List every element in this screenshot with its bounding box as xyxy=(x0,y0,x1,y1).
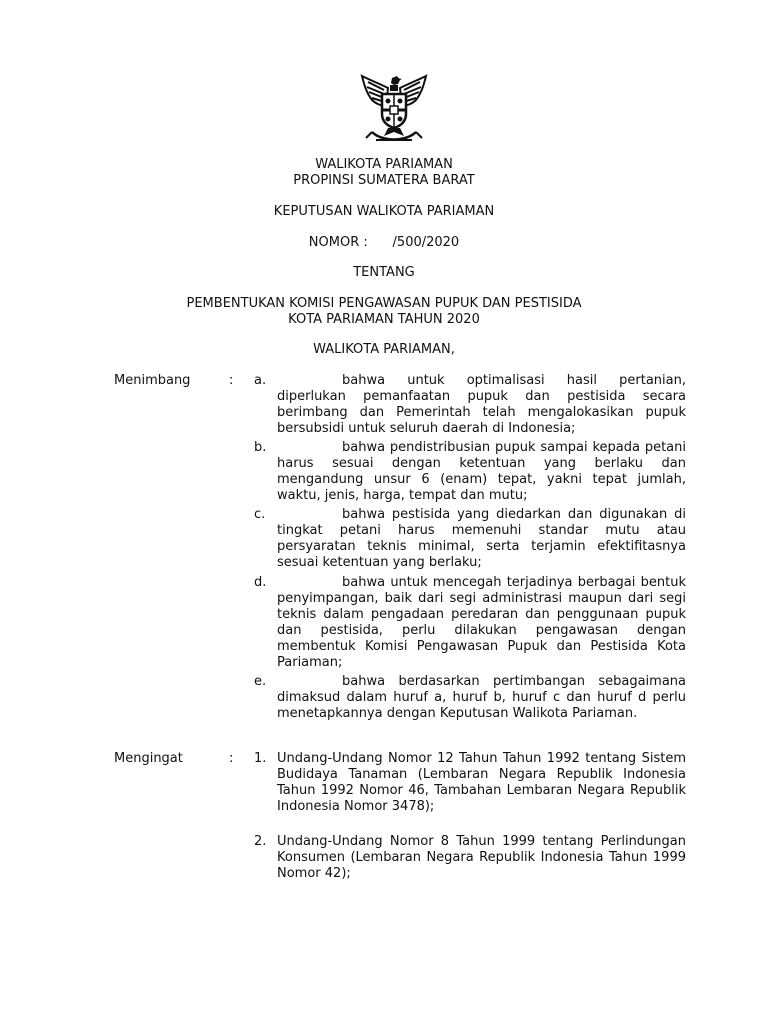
menimbang-item-c-text: bahwa pestisida yang diedarkan dan digunakan di tingkat petani harus memenuhi standar mutu atau persyaratan teknis minimal, serta terjamin efektifitasnya sesuai ketentuan yang berlaku; xyxy=(277,507,686,570)
menimbang-item-e-mark: e. xyxy=(254,674,267,689)
menimbang-item-b-text: bahwa pendistribusian pupuk sampai kepada petani harus sesuai dengan ketentuan yang berlaku dan mengandung unsur 6 (enam) tepat, yakni tepat jumlah, waktu, jenis, harga, tempat dan mutu; xyxy=(277,440,686,503)
subject-line-2: KOTA PARIAMAN TAHUN 2020 xyxy=(288,312,480,327)
mengingat-item-1-text: Undang-Undang Nomor 12 Tahun Tahun 1992 tentang Sistem Budidaya Tanaman (Lembaran Negara Republik Indonesia Tahun 1992 Nomor 46, Tambahan Lembaran Negara Republik Indonesia Nomor 3478); xyxy=(277,751,686,814)
subject-line-1: PEMBENTUKAN KOMISI PENGAWASAN PUPUK DAN PESTISIDA xyxy=(186,296,582,311)
menimbang-item-e-text: bahwa berdasarkan pertimbangan sebagaimana dimaksud dalam huruf a, huruf b, huruf c dan huruf d perlu menetapkannya dengan Keputusan Walikota Pariaman. xyxy=(277,674,686,721)
mengingat-item-2-mark: 2. xyxy=(254,834,267,849)
mengingat-item-2-text: Undang-Undang Nomor 8 Tahun 1999 tentang Perlindungan Konsumen (Lembaran Negara Republik Indonesia Tahun 1999 Nomor 42); xyxy=(277,834,686,881)
mengingat-item-1-mark: 1. xyxy=(254,751,267,766)
menimbang-colon: : xyxy=(229,373,234,388)
menimbang-label: Menimbang xyxy=(114,373,191,388)
tentang-label: TENTANG xyxy=(353,265,415,280)
menimbang-item-d-mark: d. xyxy=(254,575,267,590)
menimbang-item-a-text: bahwa untuk optimalisasi hasil pertanian, diperlukan pemanfaatan pupuk dan pestisida secara berimbang dan Pemerintah telah mengalokasikan pupuk bersubsidi untuk seluruh daerah di Indonesia; xyxy=(277,373,686,436)
issuer-line: WALIKOTA PARIAMAN, xyxy=(313,342,455,357)
heading-province: PROPINSI SUMATERA BARAT xyxy=(293,173,475,188)
menimbang-item-c-mark: c. xyxy=(254,507,266,522)
decree-title: KEPUTUSAN WALIKOTA PARIAMAN xyxy=(273,204,495,219)
menimbang-item-a-mark: a. xyxy=(254,373,267,388)
mengingat-label: Mengingat xyxy=(114,751,183,766)
heading-city: WALIKOTA PARIAMAN xyxy=(315,157,453,172)
decree-number: NOMOR : /500/2020 xyxy=(308,235,460,250)
menimbang-item-d-text: bahwa untuk mencegah terjadinya berbagai bentuk penyimpangan, baik dari segi administrasi maupun dari segi teknis dalam pengadaan peredaran dan penggunaan pupuk dan pestisida, perlu dilakukan pengawasan dengan membentuk Komisi Pengawasan Pupuk dan Pestisida Kota Pariaman; xyxy=(277,575,686,670)
garuda-emblem-icon xyxy=(358,74,430,150)
mengingat-colon: : xyxy=(229,751,234,766)
menimbang-item-b-mark: b. xyxy=(254,440,267,455)
